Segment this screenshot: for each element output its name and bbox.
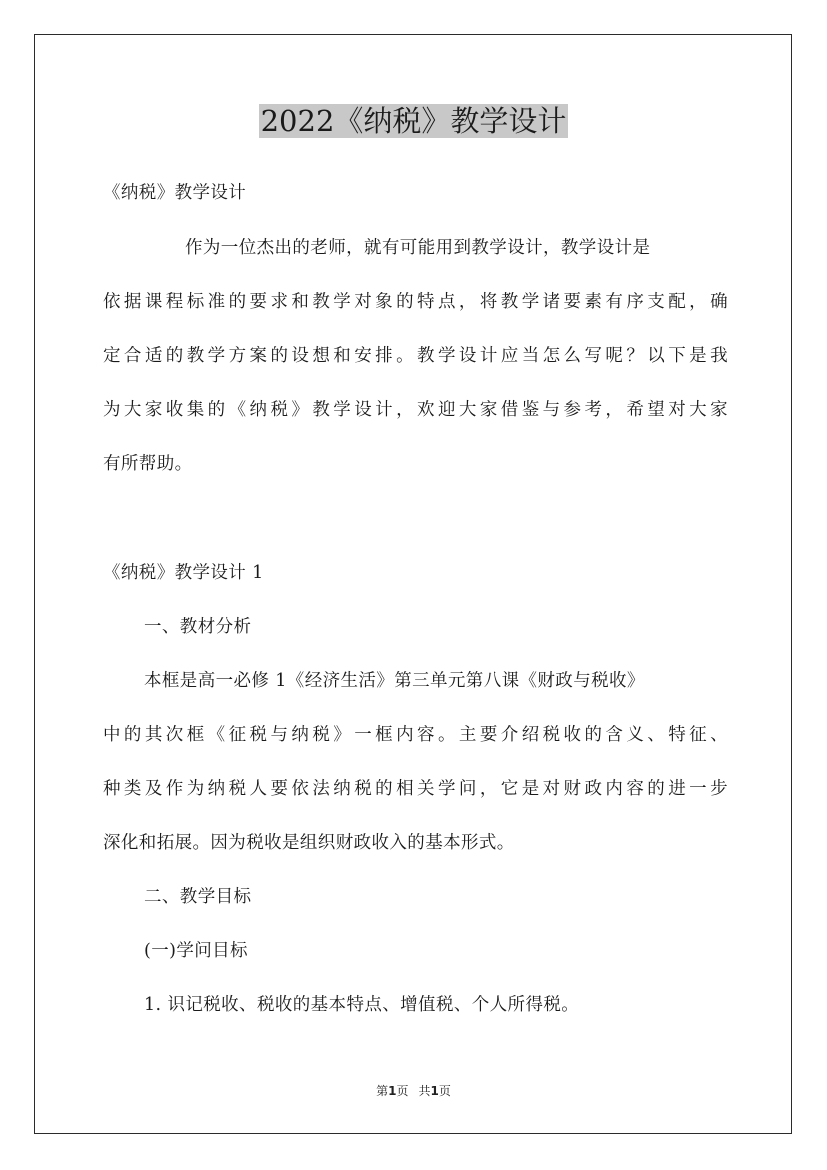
intro-line: 依据课程标准的要求和教学对象的特点，将教学诸要素有序支配，确: [103, 292, 728, 312]
analysis-line: 种类及作为纳税人要依法纳税的相关学问，它是对财政内容的进一步: [103, 779, 728, 799]
section-title: 《纳税》教学设计 1: [103, 563, 264, 583]
heading-textbook-analysis: 一、教材分析: [144, 617, 252, 637]
intro-line: 为大家收集的《纳税》教学设计，欢迎大家借鉴与参考，希望对大家: [103, 400, 728, 420]
goal-item: 1. 识记税收、税收的基本特点、增值税、个人所得税。: [144, 995, 580, 1015]
document-title: [0, 100, 827, 142]
analysis-line: 深化和拓展。因为税收是组织财政收入的基本形式。: [103, 833, 515, 853]
analysis-line: 本框是高一必修 1《经济生活》第三单元第八课《财政与税收》: [144, 671, 645, 691]
footer-total-suffix: 页: [438, 1084, 451, 1098]
heading-teaching-goals: 二、教学目标: [144, 887, 252, 907]
footer-page-label: 页: [396, 1084, 409, 1098]
intro-line: 作为一位杰出的老师，就有可能用到教学设计，教学设计是: [185, 238, 651, 258]
intro-line: 有所帮助。: [103, 454, 193, 474]
page-footer: [0, 1083, 827, 1099]
footer-page-current: 1: [388, 1084, 397, 1098]
footer-page-prefix: 第: [376, 1084, 389, 1098]
intro-line: 定合适的教学方案的设想和安排。教学设计应当怎么写呢？以下是我: [103, 346, 728, 366]
footer-page-total: 1: [430, 1084, 439, 1098]
document-title-text: 2022《纳税》教学设计: [260, 104, 567, 138]
heading-knowledge-goals: (一)学问目标: [144, 941, 248, 961]
analysis-line: 中的其次框《征税与纳税》一框内容。主要介绍税收的含义、特征、: [103, 725, 728, 745]
footer-total-prefix: 共: [418, 1084, 431, 1098]
document-subtitle: 《纳税》教学设计: [103, 183, 247, 203]
